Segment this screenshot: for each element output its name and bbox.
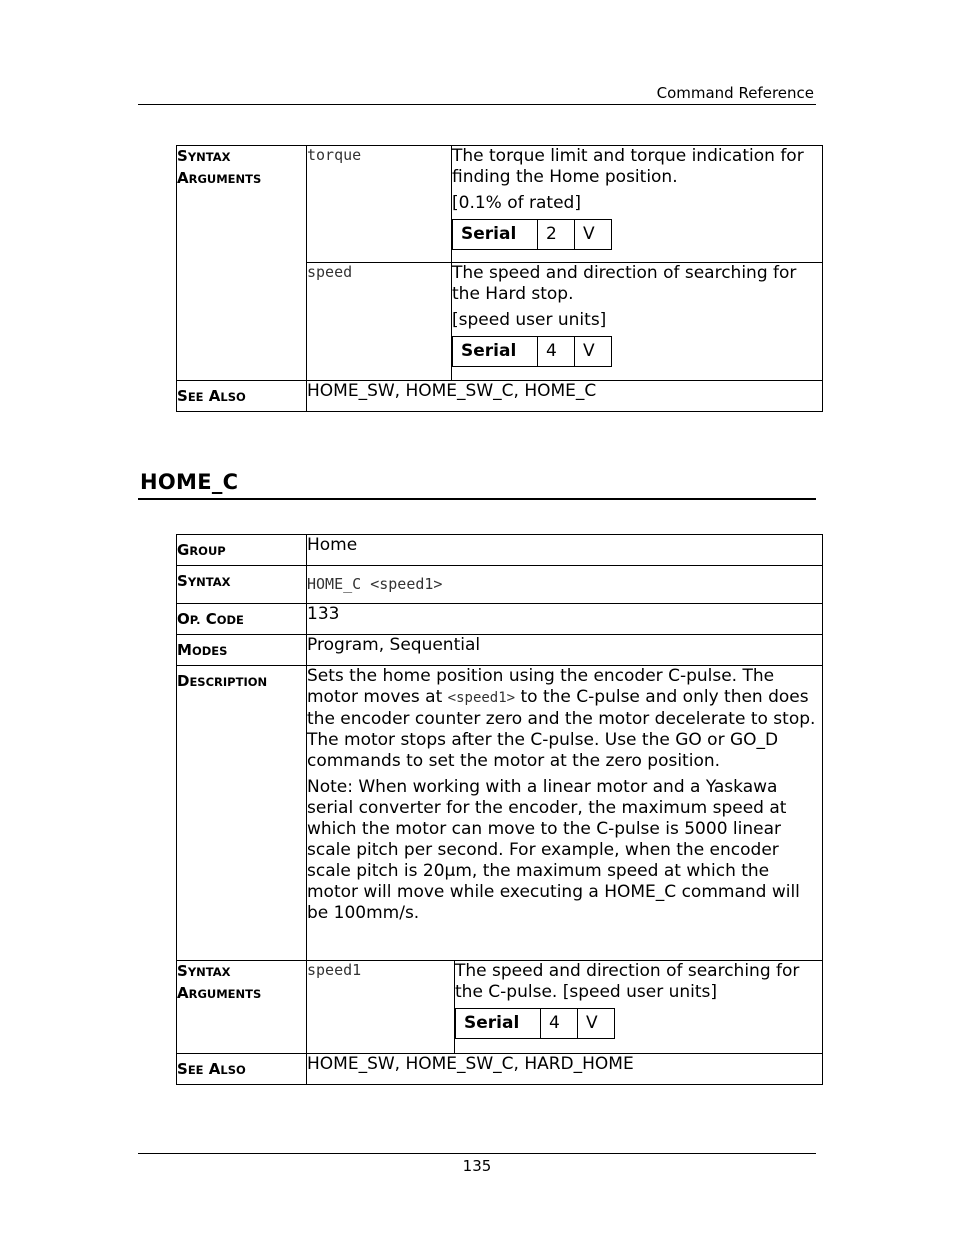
arg-units: [0.1% of rated] — [452, 193, 581, 213]
arg-units: [speed user units] — [452, 310, 607, 330]
serial-size: 2 — [538, 220, 575, 250]
serial-size: 4 — [541, 1009, 578, 1039]
serial-type: V — [578, 1009, 615, 1039]
description-label: DESCRIPTION — [177, 666, 307, 961]
syntax-arguments-label: SYNTAX ARGUMENTS — [177, 961, 307, 1054]
see-also-label: SEE ALSO — [177, 381, 307, 412]
serial-label: Serial — [456, 1009, 541, 1039]
modes-label: MODES — [177, 635, 307, 666]
syntax-code: HOME_C <speed1> — [307, 575, 443, 593]
syntax-arguments-label: SYNTAX ARGUMENTS — [177, 146, 307, 381]
section-rule — [138, 498, 816, 500]
arg-desc-torque — [452, 146, 823, 263]
serial-format-table — [452, 219, 612, 250]
see-also-value: HOME_SW, HOME_SW_C, HOME_C — [307, 381, 823, 412]
description-value — [307, 666, 823, 961]
arg-description: The speed and direction of searching for the C-pulse. [speed user units] — [455, 961, 800, 1002]
group-label: GROUP — [177, 535, 307, 566]
description-paragraph-1: Sets the home position using the encoder C-pulse. The motor moves at <speed1> to the C-pulse and only then does the encoder counter zero and the motor decelerate to stop. The motor stops after the C-pulse. Use the GO or GO_D commands to set the motor at the zero position. — [307, 666, 816, 771]
page-number: 135 — [462, 1157, 492, 1175]
see-also-value: HOME_SW, HOME_SW_C, HARD_HOME — [307, 1054, 823, 1085]
group-value: Home — [307, 535, 823, 566]
serial-format-table — [455, 1008, 615, 1039]
serial-label: Serial — [453, 337, 538, 367]
header-rule — [138, 104, 816, 105]
arg-description: The torque limit and torque indication for finding the Home position. — [452, 146, 804, 187]
serial-type: V — [575, 220, 612, 250]
arg-name-torque: torque — [307, 146, 452, 263]
serial-type: V — [575, 337, 612, 367]
arg-description: The speed and direction of searching for the Hard stop. — [452, 263, 797, 304]
serial-label: Serial — [453, 220, 538, 250]
section-title: HOME_C — [140, 470, 239, 494]
footer-rule — [138, 1153, 816, 1154]
arg-desc-speed — [452, 263, 823, 381]
modes-value: Program, Sequential — [307, 635, 823, 666]
serial-format-table — [452, 336, 612, 367]
speed1-code: <speed1> — [447, 690, 516, 706]
arg-name-speed1: speed1 — [307, 961, 455, 1054]
syntax-label: SYNTAX — [177, 566, 307, 604]
arg-desc-speed1 — [455, 961, 823, 1054]
arg-name-speed: speed — [307, 263, 452, 381]
opcode-value: 133 — [307, 604, 823, 635]
page-header-title: Command Reference — [656, 84, 814, 102]
opcode-label: OP. CODE — [177, 604, 307, 635]
home-c-table — [176, 534, 823, 1085]
serial-size: 4 — [538, 337, 575, 367]
syntax-value — [307, 566, 823, 604]
description-paragraph-2: Note: When working with a linear motor and a Yaskawa serial converter for the encoder, the maximum speed at which the motor can move to the C-pulse is 5000 linear scale pitch per second. For example, when the encoder scale pitch is 20µm, the maximum speed at which the motor will move while executing a HOME_C command will be 100mm/s. — [307, 777, 800, 923]
prev-command-table — [176, 145, 823, 412]
see-also-label: SEE ALSO — [177, 1054, 307, 1085]
